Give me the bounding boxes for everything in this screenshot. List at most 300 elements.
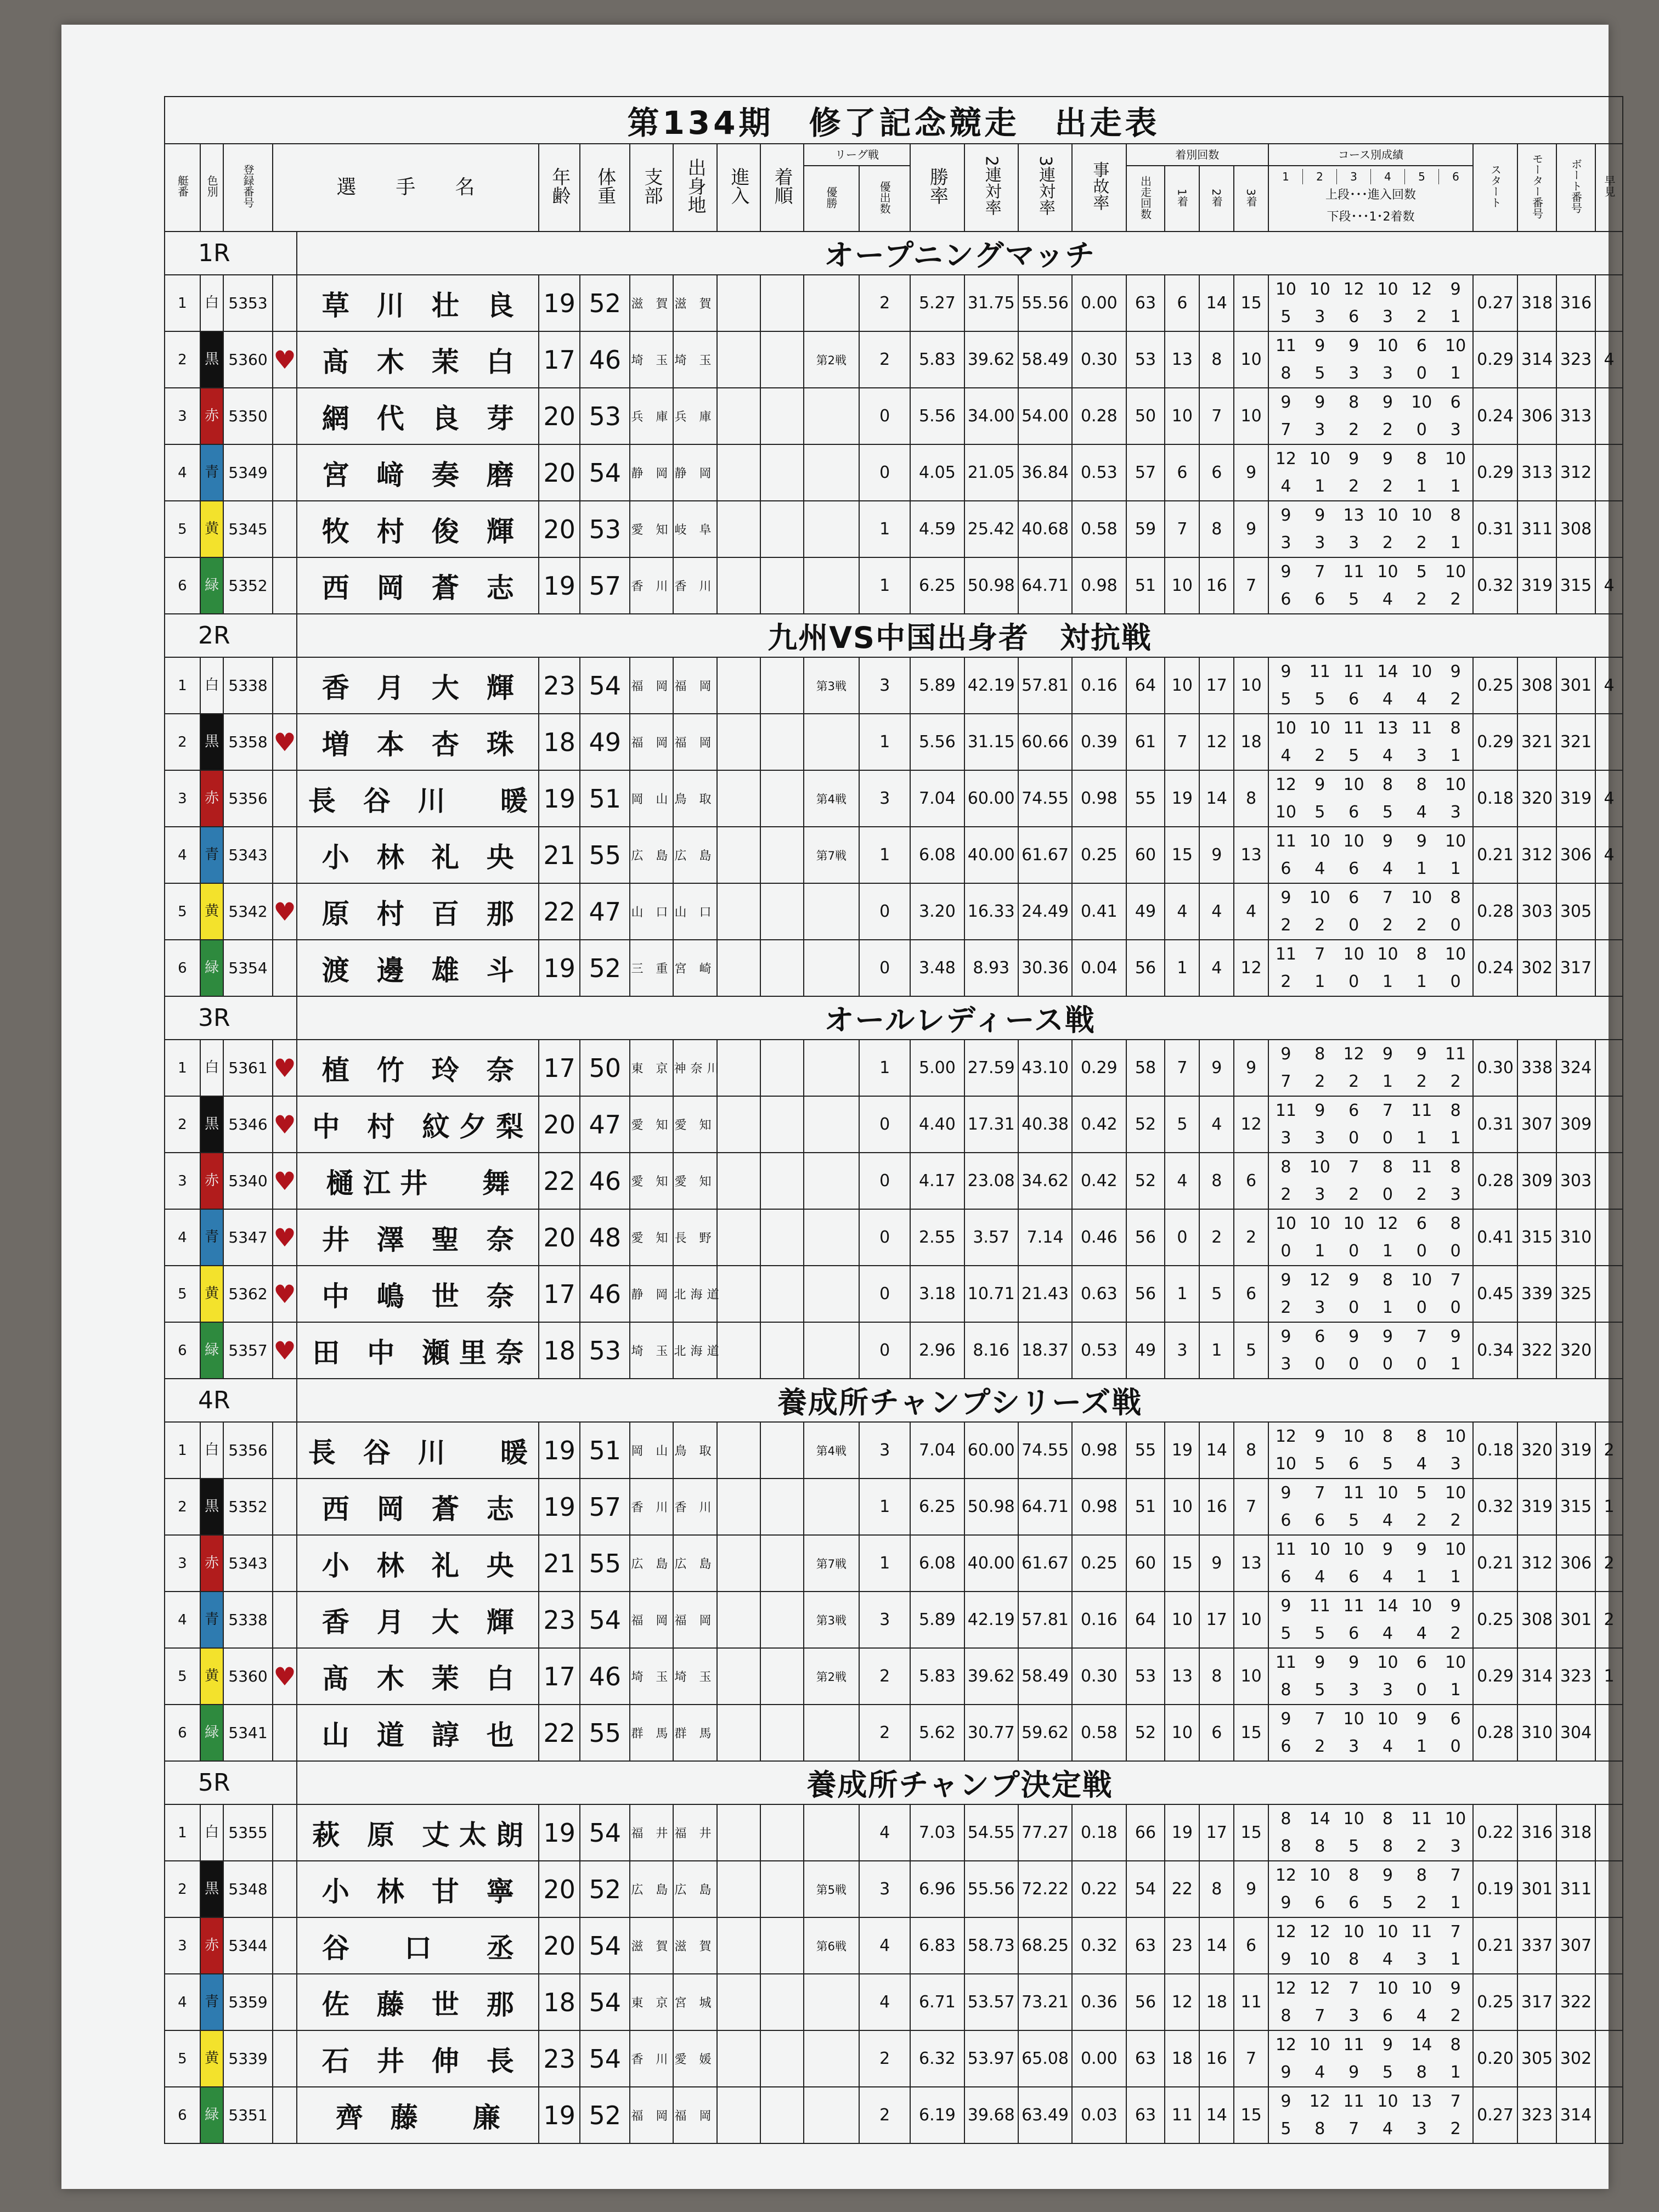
color-label: 青 xyxy=(201,1592,223,1647)
course-value: 7 xyxy=(1348,2119,1359,2138)
course-value: 9 xyxy=(1280,1949,1291,1969)
second-count: 8 xyxy=(1199,1153,1234,1209)
racer-birthplace: 北海道 xyxy=(673,1266,716,1322)
first-count: 10 xyxy=(1165,657,1199,714)
avg-start: 0.25 xyxy=(1473,1592,1517,1648)
two-place-rate: 50.98 xyxy=(964,557,1018,614)
course-top2 xyxy=(1269,968,1472,996)
course-record xyxy=(1268,883,1473,940)
color-cell xyxy=(200,1535,224,1592)
racer-age: 23 xyxy=(539,657,580,714)
racer-age: 19 xyxy=(539,1422,580,1479)
header-starts: 出走回数 xyxy=(1126,166,1165,232)
entry-cell xyxy=(717,1422,760,1479)
accident-rate: 0.16 xyxy=(1072,1592,1126,1648)
first-count: 19 xyxy=(1165,1804,1199,1861)
two-place-rate: 53.97 xyxy=(964,2030,1018,2087)
racer-age: 20 xyxy=(539,388,580,444)
racer-birthplace: 北海道 xyxy=(673,1322,716,1379)
header-age: 年齢 xyxy=(539,144,580,232)
league-win xyxy=(804,883,859,940)
course-top2 xyxy=(1269,1351,1472,1378)
course-top2 xyxy=(1269,2115,1472,2143)
racer-weight: 52 xyxy=(580,275,630,331)
third-count: 18 xyxy=(1234,714,1268,770)
second-count: 14 xyxy=(1199,2087,1234,2143)
racer-weight: 49 xyxy=(580,714,630,770)
boat-equipment-number: 312 xyxy=(1556,444,1595,501)
racer-name: 宮 﨑 奏 磨 xyxy=(297,444,539,501)
course-entries xyxy=(1269,771,1472,799)
finish-cell xyxy=(760,1648,804,1705)
color-cell xyxy=(200,1861,224,1917)
header-finish: 着順 xyxy=(760,144,804,232)
course-value: 9 xyxy=(1382,449,1393,469)
course-value: 2 xyxy=(1280,1297,1291,1317)
heart-mark-cell xyxy=(273,501,297,557)
boat-number: 5 xyxy=(165,1648,200,1705)
heart-mark-cell xyxy=(273,1535,297,1592)
course-value: 1 xyxy=(1450,2062,1461,2082)
course-value: 8 xyxy=(1348,1949,1359,1969)
course-value: 6 xyxy=(1280,1567,1291,1587)
course-value: 11 xyxy=(1411,1157,1432,1177)
start-count: 59 xyxy=(1126,501,1165,557)
racer-name: 増 本 杏 珠 xyxy=(297,714,539,770)
course-record xyxy=(1268,714,1473,770)
motor-number: 312 xyxy=(1517,1535,1556,1592)
early-mark xyxy=(1595,1096,1623,1153)
third-count: 9 xyxy=(1234,501,1268,557)
racer-age: 19 xyxy=(539,2087,580,2143)
course-value: 10 xyxy=(1445,944,1466,964)
start-count: 54 xyxy=(1126,1861,1165,1917)
racer-row xyxy=(165,1209,1623,1266)
avg-start: 0.25 xyxy=(1473,1974,1517,2030)
win-rate: 5.62 xyxy=(910,1705,964,1761)
course-value: 4 xyxy=(1382,689,1393,709)
boat-equipment-number: 314 xyxy=(1556,2087,1595,2143)
win-rate: 2.96 xyxy=(910,1322,964,1379)
course-value: 10 xyxy=(1343,1922,1364,1942)
course-value: 8 xyxy=(1280,2006,1291,2025)
course-entries xyxy=(1269,1423,1472,1451)
course-value: 9 xyxy=(1416,1044,1427,1064)
racer-row xyxy=(165,388,1623,444)
color-label: 黄 xyxy=(201,1266,223,1322)
registration-number: 5353 xyxy=(223,275,272,331)
avg-start: 0.45 xyxy=(1473,1266,1517,1322)
league-count: 0 xyxy=(859,1209,910,1266)
boat-equipment-number: 325 xyxy=(1556,1266,1595,1322)
color-cell xyxy=(200,2030,224,2087)
registration-number: 5361 xyxy=(223,1040,272,1096)
racer-name: 山 道 諄 也 xyxy=(297,1705,539,1761)
racer-weight: 51 xyxy=(580,770,630,827)
course-value: 2 xyxy=(1450,1071,1461,1091)
heart-icon: ♥ xyxy=(273,1166,296,1196)
course-value: 6 xyxy=(1382,2006,1393,2025)
race-title: オープニングマッチ xyxy=(297,232,1623,275)
first-count: 10 xyxy=(1165,1705,1199,1761)
win-rate: 6.08 xyxy=(910,827,964,883)
win-rate: 2.55 xyxy=(910,1209,964,1266)
course-value: 2 xyxy=(1450,1510,1461,1530)
course-value: 4 xyxy=(1314,859,1325,878)
course-record xyxy=(1268,2030,1473,2087)
entry-cell xyxy=(717,1322,760,1379)
course-value: 11 xyxy=(1411,718,1432,738)
racer-birthplace: 香 川 xyxy=(673,557,716,614)
course-record xyxy=(1268,770,1473,827)
two-place-rate: 40.00 xyxy=(964,827,1018,883)
racer-branch: 岡 山 xyxy=(630,770,673,827)
course-value: 7 xyxy=(1348,1157,1359,1177)
entry-cell xyxy=(717,1209,760,1266)
league-count: 1 xyxy=(859,1040,910,1096)
course-value: 8 xyxy=(1416,775,1427,794)
entry-cell xyxy=(717,1535,760,1592)
course-record xyxy=(1268,1209,1473,1266)
course-value: 8 xyxy=(1416,449,1427,469)
two-place-rate: 53.57 xyxy=(964,1974,1018,2030)
course-record xyxy=(1268,501,1473,557)
course-record xyxy=(1268,1705,1473,1761)
motor-number: 301 xyxy=(1517,1861,1556,1917)
course-top2 xyxy=(1269,303,1472,331)
racer-row xyxy=(165,1592,1623,1648)
heart-icon: ♥ xyxy=(273,1335,296,1365)
boat-equipment-number: 316 xyxy=(1556,275,1595,331)
course-num-header: 3 xyxy=(1337,169,1371,184)
first-count: 7 xyxy=(1165,501,1199,557)
course-value: 10 xyxy=(1445,1483,1466,1503)
course-value: 2 xyxy=(1314,1736,1325,1756)
three-place-rate: 7.14 xyxy=(1018,1209,1072,1266)
finish-cell xyxy=(760,1917,804,1974)
course-value: 2 xyxy=(1416,1510,1427,1530)
racer-weight: 46 xyxy=(580,331,630,388)
heart-icon: ♥ xyxy=(273,1661,296,1691)
entry-cell xyxy=(717,1266,760,1322)
heart-mark-cell xyxy=(273,714,297,770)
finish-cell xyxy=(760,1209,804,1266)
course-value: 11 xyxy=(1343,2035,1364,2055)
course-value: 1 xyxy=(1416,1567,1427,1587)
course-value: 4 xyxy=(1280,746,1291,765)
league-win xyxy=(804,444,859,501)
course-value: 10 xyxy=(1309,1539,1330,1559)
boat-equipment-number: 302 xyxy=(1556,2030,1595,2087)
league-win xyxy=(804,1040,859,1096)
course-top2 xyxy=(1269,1238,1472,1265)
course-value: 5 xyxy=(1280,2119,1291,2138)
three-place-rate: 63.49 xyxy=(1018,2087,1072,2143)
league-count: 0 xyxy=(859,1153,910,1209)
boat-equipment-number: 309 xyxy=(1556,1096,1595,1153)
course-top2 xyxy=(1269,1833,1472,1860)
course-value: 9 xyxy=(1348,336,1359,356)
second-count: 9 xyxy=(1199,1535,1234,1592)
start-count: 49 xyxy=(1126,883,1165,940)
start-count: 63 xyxy=(1126,275,1165,331)
course-value: 1 xyxy=(1314,1241,1325,1261)
start-count: 56 xyxy=(1126,1209,1165,1266)
racer-birthplace: 広 島 xyxy=(673,1861,716,1917)
header-league-win: 優勝 xyxy=(804,166,859,232)
registration-number: 5360 xyxy=(223,331,272,388)
start-count: 60 xyxy=(1126,1535,1165,1592)
course-value: 0 xyxy=(1416,363,1427,383)
finish-cell xyxy=(760,1322,804,1379)
course-value: 6 xyxy=(1348,1893,1359,1912)
color-label: 黒 xyxy=(201,332,223,387)
boat-equipment-number: 320 xyxy=(1556,1322,1595,1379)
racer-branch: 香 川 xyxy=(630,2030,673,2087)
boat-equipment-number: 318 xyxy=(1556,1804,1595,1861)
racer-branch: 福 岡 xyxy=(630,2087,673,2143)
motor-number: 337 xyxy=(1517,1917,1556,1974)
course-value: 6 xyxy=(1314,589,1325,609)
third-count: 9 xyxy=(1234,1040,1268,1096)
league-win xyxy=(804,940,859,996)
race-header-row xyxy=(165,1379,1623,1422)
course-value: 11 xyxy=(1343,562,1364,582)
course-value: 6 xyxy=(1348,1567,1359,1587)
racer-weight: 55 xyxy=(580,827,630,883)
third-count: 6 xyxy=(1234,1917,1268,1974)
course-value: 3 xyxy=(1280,1128,1291,1148)
motor-number: 318 xyxy=(1517,275,1556,331)
course-value: 11 xyxy=(1275,336,1297,356)
avg-start: 0.20 xyxy=(1473,2030,1517,2087)
course-entries xyxy=(1269,2088,1472,2115)
racer-weight: 52 xyxy=(580,2087,630,2143)
racer-weight: 48 xyxy=(580,1209,630,1266)
course-value: 1 xyxy=(1314,972,1325,991)
racer-weight: 46 xyxy=(580,1648,630,1705)
registration-number: 5362 xyxy=(223,1266,272,1322)
color-label: 緑 xyxy=(201,1705,223,1760)
course-value: 6 xyxy=(1416,1214,1427,1233)
win-rate: 4.05 xyxy=(910,444,964,501)
finish-cell xyxy=(760,1535,804,1592)
finish-cell xyxy=(760,714,804,770)
start-count: 64 xyxy=(1126,1592,1165,1648)
course-top2 xyxy=(1269,686,1472,713)
early-mark xyxy=(1595,2030,1623,2087)
course-top2 xyxy=(1269,1507,1472,1534)
racer-age: 17 xyxy=(539,1040,580,1096)
motor-number: 320 xyxy=(1517,770,1556,827)
racer-row xyxy=(165,1153,1623,1209)
course-value: 10 xyxy=(1343,775,1364,794)
course-record xyxy=(1268,1648,1473,1705)
course-value: 14 xyxy=(1377,662,1398,681)
color-cell xyxy=(200,557,224,614)
racer-name: 萩 原 丈 太 朗 xyxy=(297,1804,539,1861)
course-value: 7 xyxy=(1450,2091,1461,2111)
registration-number: 5342 xyxy=(223,883,272,940)
course-value: 12 xyxy=(1309,1978,1330,1998)
start-count: 61 xyxy=(1126,714,1165,770)
racer-row xyxy=(165,1974,1623,2030)
accident-rate: 0.39 xyxy=(1072,714,1126,770)
racer-name: 佐 藤 世 那 xyxy=(297,1974,539,2030)
racer-birthplace: 宮 崎 xyxy=(673,940,716,996)
avg-start: 0.18 xyxy=(1473,770,1517,827)
heart-icon: ♥ xyxy=(273,345,296,375)
start-count: 55 xyxy=(1126,770,1165,827)
early-mark xyxy=(1595,275,1623,331)
course-value: 3 xyxy=(1314,1128,1325,1148)
racer-age: 19 xyxy=(539,1479,580,1535)
course-value: 1 xyxy=(1450,476,1461,496)
racer-birthplace: 愛 知 xyxy=(673,1096,716,1153)
course-value: 10 xyxy=(1275,718,1297,738)
motor-number: 307 xyxy=(1517,1096,1556,1153)
second-count: 16 xyxy=(1199,1479,1234,1535)
third-count: 10 xyxy=(1234,1648,1268,1705)
course-value: 12 xyxy=(1411,279,1432,299)
racer-branch: 滋 賀 xyxy=(630,1917,673,1974)
header-boat: ボート番号 xyxy=(1556,144,1595,232)
three-place-rate: 43.10 xyxy=(1018,1040,1072,1096)
color-cell xyxy=(200,388,224,444)
color-cell xyxy=(200,1804,224,1861)
course-value: 7 xyxy=(1314,1709,1325,1729)
accident-rate: 0.29 xyxy=(1072,1040,1126,1096)
finish-cell xyxy=(760,557,804,614)
heart-mark-cell xyxy=(273,1322,297,1379)
racer-branch: 三 重 xyxy=(630,940,673,996)
league-count: 1 xyxy=(859,827,910,883)
entry-cell xyxy=(717,501,760,557)
win-rate: 5.00 xyxy=(910,1040,964,1096)
course-value: 13 xyxy=(1411,2091,1432,2111)
league-count: 2 xyxy=(859,275,910,331)
boat-number: 5 xyxy=(165,501,200,557)
course-value: 9 xyxy=(1416,831,1427,851)
boat-equipment-number: 322 xyxy=(1556,1974,1595,2030)
avg-start: 0.27 xyxy=(1473,2087,1517,2143)
course-value: 6 xyxy=(1348,307,1359,326)
course-value: 9 xyxy=(1280,1044,1291,1064)
racer-birthplace: 香 川 xyxy=(673,1479,716,1535)
course-value: 3 xyxy=(1416,746,1427,765)
course-value: 2 xyxy=(1416,1893,1427,1912)
course-value: 0 xyxy=(1450,972,1461,991)
accident-rate: 0.30 xyxy=(1072,1648,1126,1705)
racer-weight: 46 xyxy=(580,1153,630,1209)
third-count: 15 xyxy=(1234,1705,1268,1761)
course-value: 8 xyxy=(1450,718,1461,738)
win-rate: 6.71 xyxy=(910,1974,964,2030)
course-record xyxy=(1268,275,1473,331)
course-value: 12 xyxy=(1343,1044,1364,1064)
course-value: 11 xyxy=(1445,1044,1466,1064)
racer-row xyxy=(165,883,1623,940)
course-value: 8 xyxy=(1416,2062,1427,2082)
league-count: 3 xyxy=(859,770,910,827)
three-place-rate: 36.84 xyxy=(1018,444,1072,501)
second-count: 17 xyxy=(1199,1804,1234,1861)
header-motor: モーター番号 xyxy=(1517,144,1556,232)
color-cell xyxy=(200,1209,224,1266)
three-place-rate: 24.49 xyxy=(1018,883,1072,940)
first-count: 4 xyxy=(1165,1153,1199,1209)
course-value: 13 xyxy=(1343,505,1364,525)
course-value: 7 xyxy=(1382,1101,1393,1120)
second-count: 14 xyxy=(1199,1422,1234,1479)
course-value: 9 xyxy=(1382,1327,1393,1346)
racer-branch: 静 岡 xyxy=(630,1266,673,1322)
second-count: 5 xyxy=(1199,1266,1234,1322)
league-count: 0 xyxy=(859,940,910,996)
course-value: 1 xyxy=(1450,859,1461,878)
course-value: 0 xyxy=(1280,1241,1291,1261)
league-count: 2 xyxy=(859,2087,910,2143)
course-value: 4 xyxy=(1416,1454,1427,1474)
league-win: 第7戦 xyxy=(804,1535,859,1592)
racer-weight: 52 xyxy=(580,940,630,996)
course-num-header: 6 xyxy=(1452,170,1459,183)
third-count: 15 xyxy=(1234,2087,1268,2143)
first-count: 7 xyxy=(1165,714,1199,770)
course-value: 1 xyxy=(1314,476,1325,496)
color-cell xyxy=(200,331,224,388)
course-record xyxy=(1268,1153,1473,1209)
win-rate: 3.20 xyxy=(910,883,964,940)
course-record xyxy=(1268,1479,1473,1535)
course-value: 3 xyxy=(1348,533,1359,552)
boat-equipment-number: 323 xyxy=(1556,331,1595,388)
early-mark: 2 xyxy=(1595,1422,1623,1479)
course-value: 7 xyxy=(1348,1978,1359,1998)
registration-number: 5359 xyxy=(223,1974,272,2030)
course-value: 6 xyxy=(1280,1510,1291,1530)
course-entries xyxy=(1269,1918,1472,1946)
win-rate: 6.32 xyxy=(910,2030,964,2087)
accident-rate: 0.28 xyxy=(1072,388,1126,444)
course-value: 9 xyxy=(1382,1539,1393,1559)
early-mark xyxy=(1595,1153,1623,1209)
course-entries xyxy=(1269,1975,1472,2002)
course-value: 1 xyxy=(1450,1949,1461,1969)
second-count: 6 xyxy=(1199,444,1234,501)
course-top2 xyxy=(1269,1733,1472,1760)
entry-cell xyxy=(717,331,760,388)
second-count: 6 xyxy=(1199,1705,1234,1761)
racer-row xyxy=(165,331,1623,388)
third-count: 4 xyxy=(1234,883,1268,940)
entry-cell xyxy=(717,2087,760,2143)
course-value: 0 xyxy=(1416,1297,1427,1317)
course-value: 1 xyxy=(1450,1893,1461,1912)
color-label: 緑 xyxy=(201,558,223,613)
boat-number: 3 xyxy=(165,1535,200,1592)
course-value: 10 xyxy=(1377,279,1398,299)
heart-mark-cell xyxy=(273,827,297,883)
registration-number: 5357 xyxy=(223,1322,272,1379)
third-count: 8 xyxy=(1234,1422,1268,1479)
accident-rate: 0.25 xyxy=(1072,1535,1126,1592)
racer-weight: 55 xyxy=(580,1535,630,1592)
racer-row xyxy=(165,501,1623,557)
course-value: 5 xyxy=(1314,1680,1325,1700)
course-value: 1 xyxy=(1450,746,1461,765)
start-count: 52 xyxy=(1126,1705,1165,1761)
